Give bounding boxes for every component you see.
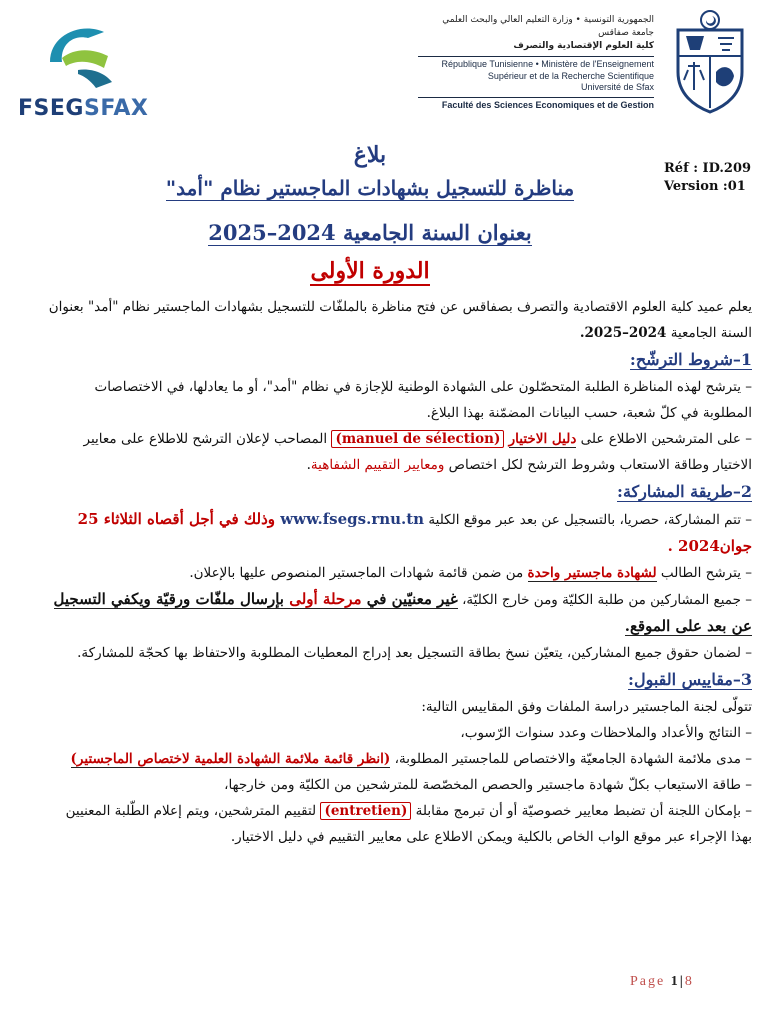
intro-line1: يعلم عميد كلية العلوم الاقتصادية والتصرف بصفاقس عن فتح مناظرة بالملفّات للتسجيل بشهادات الماجستير نظام "أمد" بعنوان	[48, 299, 752, 315]
header-divider-2	[418, 97, 654, 98]
section2-p2	[46, 560, 752, 586]
section1-p1: – يترشح لهذه المناظرة الطلبة المتحصّلون على الشهادة الوطنية للإجازة في نظام "أمد"، أو ما يعادلها، في الاختصاصات المطلوبة في كلّ شعبة، حسب البيانات المضمّنة بهذا البلاغ.	[94, 379, 752, 421]
deadline-month: جوان2024 .	[667, 537, 752, 555]
intro-paragraph	[46, 294, 752, 346]
criteria-item-1: – النتائج والأعداد والملاحظات وعدد سنوات الرّسوب،	[460, 725, 752, 741]
academic-year-text: بعنوان السنة الجامعية 2024–2025	[208, 220, 532, 245]
criteria-item-4-c: لتقييم المترشحين، ويتم إعلام الطّلبة المعنيين بهذا الإجراء عبر موقع الواب الخاص بالكلية ويمكن الاطلاع على معايير التقييم في دليل الاختيار.	[65, 803, 752, 845]
section3-heading-text: 3–مقاييس القبول:	[628, 670, 752, 689]
session-title	[90, 258, 650, 284]
section1-p2-end: .	[306, 457, 311, 473]
manual-selection-box: (manuel de sélection)	[331, 430, 504, 448]
university-header	[418, 14, 654, 111]
section1-p2-a: – على المترشحين الاطلاع على	[576, 431, 752, 447]
competition-title	[90, 176, 650, 200]
academic-year-title	[90, 220, 650, 245]
section2-heading-text: 2–طريقة المشاركة:	[617, 482, 752, 501]
section2-p2-a: – يترشح الطالب	[656, 565, 752, 581]
section2-p4: – لضمان حقوق جميع المشاركين، يتعيّن نسخ بطاقة التسجيل بعد إدراج المعطيات المطلوبة والاحتفاظ بها كحجّة للمشاركة.	[77, 645, 752, 661]
session-title-text: الدورة الأولى	[310, 258, 430, 284]
section1-heading	[46, 346, 752, 374]
page-number: 1	[670, 974, 680, 989]
compatibility-list-text: (انظر قائمة ملائمة الشهادة العلمية لاختصاص الماجستير)	[70, 751, 391, 767]
section2-heading	[46, 478, 752, 506]
criteria-item-3: – طاقة الاستيعاب بكلّ شهادة ماجستير والحصص المخصّصة للمترشحين من الكليّة ومن خارجها،	[224, 777, 752, 793]
reference-box	[664, 160, 751, 196]
section3-p0: تتولّى لجنة الماجستير دراسة الملفات وفق المقاييس التالية:	[421, 699, 752, 715]
logo-text-fseg: FSEG	[18, 96, 84, 121]
section1-p2	[46, 426, 752, 478]
one-master-text: لشهادة ماجستير واحدة	[527, 565, 657, 581]
deadline-text: وذلك في أجل أقصاه الثلاثاء 25	[77, 510, 281, 528]
fseg-logo-icon	[38, 18, 128, 96]
header-fr-line1: République Tunisienne • Ministère de l'Enseignement	[441, 59, 654, 69]
criteria-item-2-a: – مدى ملائمة الشهادة الجامعيّة والاختصاص للماجستير المطلوبة،	[390, 751, 752, 767]
header-ar-line1: الجمهورية التونسية • وزارة التعليم العالي والبحث العلمي	[442, 15, 654, 25]
faculty-website-link[interactable]: www.fsegs.rnu.tn	[280, 510, 425, 528]
header-fr-line4: Faculté des Sciences Economiques et de Gestion	[441, 99, 654, 110]
document-body	[46, 294, 752, 850]
reference-version: Version :01	[664, 179, 746, 194]
oral-criteria-text: ومعايير التقييم الشفاهية	[310, 457, 445, 473]
page-footer: Page 1|8	[630, 974, 694, 989]
header-ar-line2: جامعة صفاقس	[598, 28, 654, 38]
criteria-item-4	[46, 798, 752, 850]
paper-files-text: بإرسال ملفّات ورقيّة ويكفي التسجيل عن بعد على الموقع.	[53, 590, 752, 635]
section2-p1-a: – تتم المشاركة، حصريا، بالتسجيل عن بعد عبر موقع الكلية	[424, 512, 752, 528]
announcement-title: بلاغ	[353, 142, 387, 168]
guide-link-text: دليل الاختيار	[508, 431, 577, 447]
criteria-item-4-a: – بإمكان اللجنة أن تضبط معايير خصوصيّة أو أن تبرمج مقابلة	[411, 803, 752, 819]
intro-line2-a: السنة الجامعية	[666, 325, 752, 341]
header-divider	[418, 56, 654, 57]
section1-p2-b: المصاحب لإعلان الترشح للاطلاع على معايير الاختيار وطاقة الاستعاب وشروط الترشح لكل اختصاص	[83, 431, 752, 473]
section2-p1	[46, 506, 752, 560]
criteria-item-2	[46, 746, 752, 772]
reference-id: Réf : ID.209	[664, 161, 752, 176]
section2-p3	[46, 586, 752, 640]
header-fr-line2: Supérieur et de la Recherche Scientifique	[487, 70, 654, 81]
not-concerned-text: غير معنيّين في	[361, 590, 458, 608]
section2-p2-c: من ضمن قائمة شهادات الماجستير المنصوص عليها بالإعلان.	[189, 565, 528, 581]
header-ar-line3: كلية العلوم الإقتصادية والتصرف	[513, 41, 654, 51]
tunisia-crest-icon	[670, 10, 750, 114]
section1-heading-text: 1–شروط الترشّح:	[629, 350, 752, 369]
intro-line2-year: 2024–2025.	[579, 325, 667, 341]
page-label: Page	[630, 974, 666, 989]
logo-text	[18, 96, 148, 121]
header-fr-line3: Université de Sfax	[580, 82, 654, 92]
entretien-box: (entretien)	[320, 802, 411, 820]
section3-heading	[46, 666, 752, 694]
first-stage-text: مرحلة أولى	[289, 590, 362, 608]
logo-text-sfax: SFAX	[83, 96, 149, 121]
page-total: 8	[684, 974, 694, 989]
competition-title-text: مناظرة للتسجيل بشهادات الماجستير نظام "أمد"	[165, 176, 575, 200]
section2-p3-a: – جميع المشاركين من طلبة الكليّة ومن خارج الكليّة،	[457, 592, 752, 608]
fseg-logo	[18, 18, 148, 128]
